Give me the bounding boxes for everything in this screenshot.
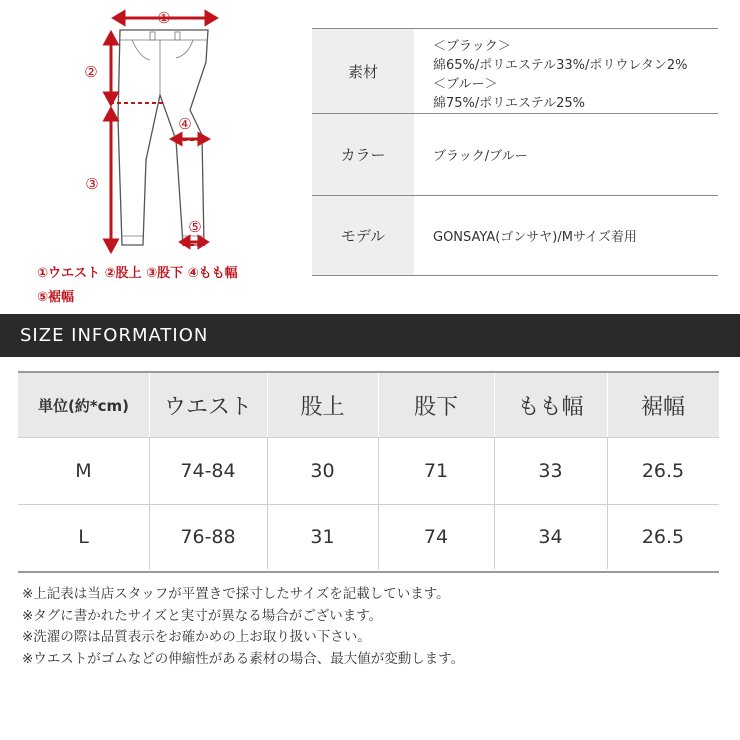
waist-value: 74-84 [180,460,236,482]
info-label-material: 素材 [312,29,414,113]
inseam-value: 71 [423,460,449,482]
size-label: M [75,460,92,482]
info-row-color [312,114,718,196]
model-value: GONSAYA(ゴンサヤ)/Mサイズ着用 [433,230,637,245]
color-value: ブラック/ブルー [433,149,528,164]
thigh-value: 34 [538,526,563,548]
size-information-title: SIZE INFORMATION [20,325,209,346]
hem-value: 26.5 [641,526,685,548]
hem-value: 26.5 [641,460,685,482]
marker-hem: ⑤ [188,218,202,236]
info-label-color: カラー [312,114,414,195]
waist-value: 76-88 [180,526,236,548]
marker-inseam: ③ [85,175,99,193]
pants-measurement-diagram [0,0,300,310]
note-line: ※洗濯の際は品質表示をお確かめの上お取り扱い下さい。 [22,629,371,645]
note-line: ※ウエストがゴムなどの伸縮性がある素材の場合、最大値が変動します。 [22,650,465,667]
rise-value: 30 [310,460,335,482]
info-label-model: モデル [312,196,414,275]
rise-value: 31 [310,526,335,548]
header-unit: 単位(約*cm) [37,396,130,415]
header-waist: ウエスト [163,394,252,420]
header-hem: 裾幅 [640,394,685,420]
thigh-value: 33 [538,460,563,482]
marker-waist: ① [157,9,171,27]
inseam-value: 74 [423,526,449,548]
note-line: ※タグに書かれたサイズと実寸が異なる場合がございます。 [22,607,383,624]
table-row [18,438,719,504]
size-table-header-row [18,373,719,437]
info-row-model [312,196,718,276]
marker-rise: ② [84,63,98,81]
header-inseam: 股下 [413,394,458,420]
material-line: ＜ブルー＞ [433,77,498,92]
size-information-banner [0,314,740,357]
diagram-legend-line1: ①ウエスト ②股上 ③股下 ④もも幅 [37,266,238,281]
notes [22,584,464,670]
marker-thigh: ④ [178,115,192,133]
material-line: 綿75%/ポリエステル25% [433,96,585,111]
note-line: ※上記表は当店スタッフが平置きで採寸したサイズを記載しています。 [22,586,450,602]
header-rise: 股上 [300,394,345,420]
info-row-material [312,29,718,114]
material-line: 綿65%/ポリエステル33%/ポリウレタン2% [433,58,688,73]
header-thigh: もも幅 [517,394,584,420]
size-label: L [78,526,89,548]
diagram-legend-line2: ⑤裾幅 [37,290,75,305]
size-table [18,371,719,573]
table-row [18,505,719,569]
material-line: ＜ブラック＞ [433,39,511,54]
